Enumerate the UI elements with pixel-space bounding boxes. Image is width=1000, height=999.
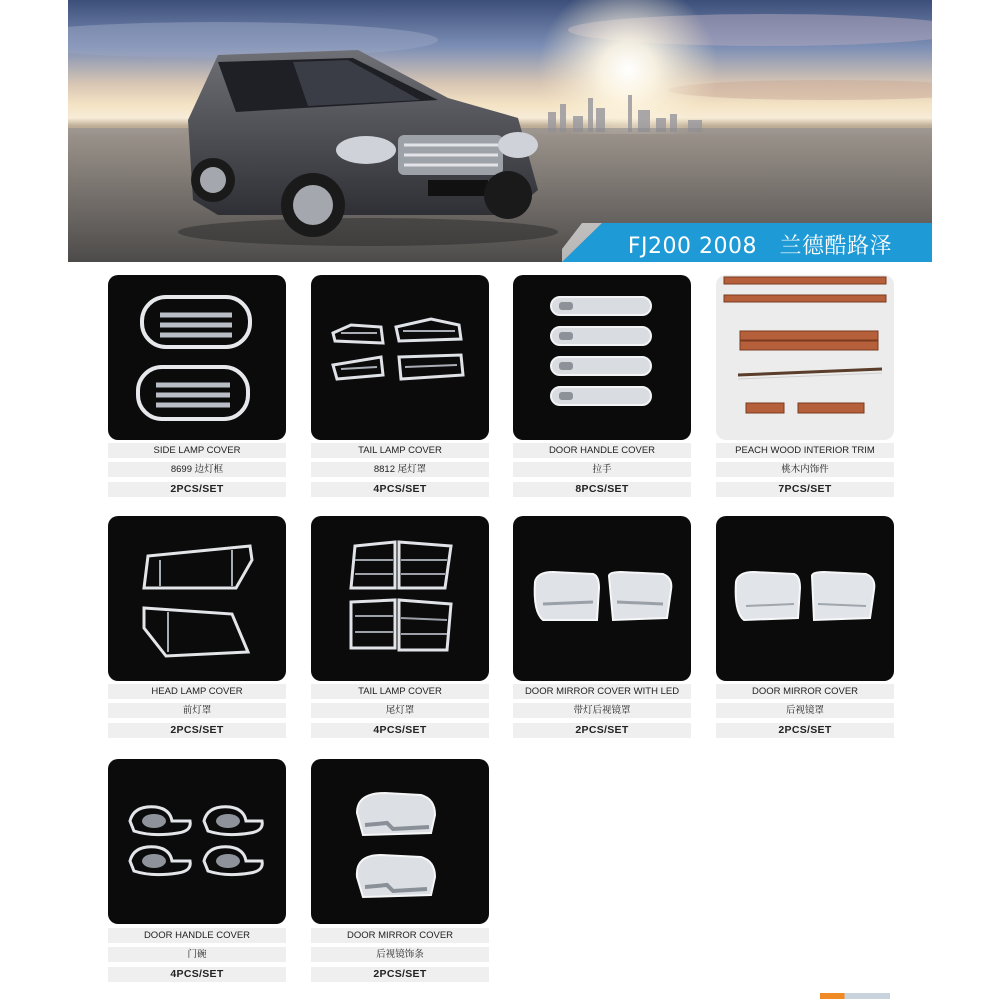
- tail-lamp-frame-icon: [311, 516, 489, 681]
- product-photo: [311, 275, 489, 440]
- hero-banner-image: [68, 0, 932, 262]
- product-name: SIDE LAMP COVER: [108, 443, 286, 458]
- product-name: TAIL LAMP COVER: [311, 443, 489, 458]
- model-code: FJ200 2008: [627, 234, 757, 259]
- mirror-trim-icon: [311, 759, 489, 924]
- model-name-cn: 兰德酷路泽: [779, 234, 892, 259]
- product-name: DOOR HANDLE COVER: [108, 928, 286, 943]
- product-photo: [311, 516, 489, 681]
- product-photo: [513, 516, 691, 681]
- footer-accent-bar: [820, 993, 890, 999]
- side-lamp-cover-icon: [108, 275, 286, 440]
- product-qty: 2PCS/SET: [108, 723, 286, 738]
- product-code: 带灯后视镜罩: [513, 703, 691, 718]
- product-name: PEACH WOOD INTERIOR TRIM: [716, 443, 894, 458]
- product-photo: [311, 759, 489, 924]
- product-qty: 2PCS/SET: [716, 723, 894, 738]
- product-name: DOOR MIRROR COVER: [311, 928, 489, 943]
- product-code: 后视镜罩: [716, 703, 894, 718]
- product-code: 桃木内饰件: [716, 462, 894, 477]
- product-qty: 2PCS/SET: [513, 723, 691, 738]
- product-photo: [108, 516, 286, 681]
- product-code: 拉手: [513, 462, 691, 477]
- tail-lamp-cover-icon: [311, 275, 489, 440]
- product-name: TAIL LAMP COVER: [311, 684, 489, 699]
- product-code: 8699 边灯框: [108, 462, 286, 477]
- product-code: 8812 尾灯罩: [311, 462, 489, 477]
- model-banner: [562, 223, 932, 262]
- product-photo: [108, 275, 286, 440]
- product-photo: [716, 275, 894, 440]
- product-qty: 7PCS/SET: [716, 482, 894, 497]
- product-photo: [108, 759, 286, 924]
- product-name: DOOR HANDLE COVER: [513, 443, 691, 458]
- product-code: 前灯罩: [108, 703, 286, 718]
- product-qty: 4PCS/SET: [108, 967, 286, 982]
- product-name: HEAD LAMP COVER: [108, 684, 286, 699]
- mirror-cover-icon: [716, 516, 894, 681]
- product-qty: 2PCS/SET: [311, 967, 489, 982]
- door-bowl-icon: [108, 759, 286, 924]
- product-photo: [513, 275, 691, 440]
- product-code: 门碗: [108, 947, 286, 962]
- model-title: [628, 229, 892, 260]
- product-name: DOOR MIRROR COVER WITH LED: [513, 684, 691, 699]
- product-photo: [716, 516, 894, 681]
- mirror-cover-led-icon: [513, 516, 691, 681]
- product-qty: 8PCS/SET: [513, 482, 691, 497]
- head-lamp-cover-icon: [108, 516, 286, 681]
- wood-trim-icon: [716, 275, 894, 440]
- product-qty: 4PCS/SET: [311, 723, 489, 738]
- product-qty: 4PCS/SET: [311, 482, 489, 497]
- door-handle-cover-icon: [513, 275, 691, 440]
- product-code: 后视镜饰条: [311, 947, 489, 962]
- product-code: 尾灯罩: [311, 703, 489, 718]
- product-name: DOOR MIRROR COVER: [716, 684, 894, 699]
- product-qty: 2PCS/SET: [108, 482, 286, 497]
